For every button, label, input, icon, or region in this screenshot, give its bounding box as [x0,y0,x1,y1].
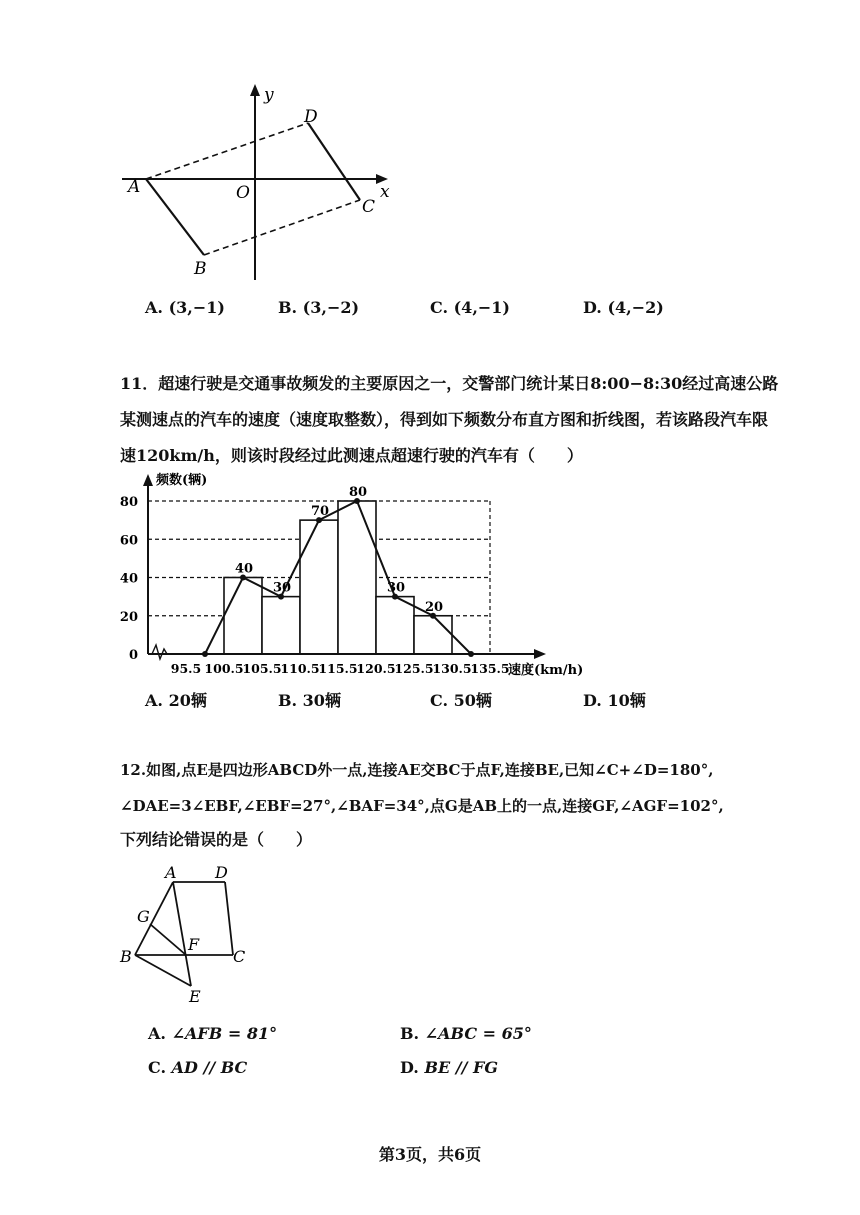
segment-ae [173,882,191,986]
option-letter: A. [148,1024,166,1043]
option-letter: B. [278,691,298,710]
segment-dc [308,123,360,200]
option-letter: B. [278,298,298,317]
label-a: A [128,177,141,197]
option-letter: D. [583,691,602,710]
y-axis-arrow [250,84,260,96]
q10-option-b[interactable] [278,298,359,317]
option-text: BE // FG [424,1058,499,1077]
q12-question-line-1: 12.如图,点E是四边形ABCD外一点,连接AE交BC于点F,连接BE,已知∠C+∠D=180°, [120,761,714,779]
q10-option-c[interactable] [430,298,510,317]
segment-ab [146,179,204,255]
label-x: x [380,182,390,202]
option-letter: C. [430,298,449,317]
q11-option-a[interactable] [145,688,207,711]
y-tick-label: 20 [119,609,138,625]
q12-question-line-3: 下列结论错误的是（ ） [120,830,313,849]
label-d: D [215,863,228,882]
q12-option-c[interactable] [148,1058,247,1077]
label-a: A [165,863,177,882]
data-label: 30 [273,580,292,596]
q12-option-d[interactable] [400,1058,498,1077]
label-b: B [194,259,207,279]
segment-ad [146,123,308,179]
data-label: 30 [387,580,406,596]
option-text: (3,−2) [302,298,360,317]
option-letter: D. [583,298,602,317]
option-letter: D. [400,1058,419,1077]
y-tick-label: 60 [119,533,138,549]
q10-option-d[interactable] [583,298,664,317]
x-tick-label: 120.5 [356,661,396,676]
segment-be [135,955,191,986]
x-tick-label: 95.5 [170,661,202,676]
data-label: 20 [425,599,444,615]
option-letter: A. [145,691,163,710]
polygon-point [202,651,208,657]
label-f: F [188,935,200,954]
x-tick-label: 105.5 [242,661,282,676]
x-tick-label: 125.5 [394,661,434,676]
x-axis-label: 速度(km/h) [508,663,584,678]
x-axis-arrow [534,649,546,659]
histogram-bar [300,520,338,654]
polygon-point [468,651,474,657]
q11-option-d[interactable] [583,688,646,711]
label-c: C [233,947,246,966]
q12-option-b[interactable] [400,1024,532,1043]
option-text: ∠AFB = 81° [171,1024,278,1043]
x-tick-label: 135.5 [470,661,510,676]
option-text: ∠ABC = 65° [424,1024,532,1043]
q12-option-a[interactable] [148,1024,277,1043]
label-c: C [362,197,376,217]
histogram-bar [338,501,376,654]
segment-bc [204,200,360,255]
label-y: y [264,85,274,105]
y-axis-label: 频数(辆) [156,473,208,488]
label-g: G [137,907,150,926]
option-letter: C. [148,1058,167,1077]
x-tick-label: 110.5 [280,661,320,676]
option-letter: C. [430,691,449,710]
q12-quadrilateral-figure [115,860,265,1010]
axis-break [152,645,167,659]
q11-histogram-chart [110,468,610,688]
label-o: O [236,183,250,203]
data-label: 80 [349,485,368,500]
label-d: D [304,107,318,127]
q11-option-b[interactable] [278,688,341,711]
histogram-bar [262,597,300,654]
y-tick-label: 80 [119,495,138,510]
x-tick-label: 130.5 [432,661,472,676]
x-tick-label: 100.5 [204,661,244,676]
histogram-bar [414,616,452,654]
option-text: 50辆 [453,691,492,710]
label-b: B [120,947,132,966]
y-tick-label: 0 [128,648,138,663]
page-footer: 第3页，共6页 [378,1145,482,1164]
option-text: 10辆 [607,691,646,710]
option-text: 20辆 [168,691,207,710]
y-tick-label: 40 [119,571,138,587]
x-tick-label: 115.5 [318,661,358,676]
option-text: (4,−2) [607,298,664,317]
y-axis-arrow [143,474,153,486]
histogram-bar [224,578,262,655]
histogram-bar [376,597,414,654]
q11-option-c[interactable] [430,688,492,711]
data-label: 40 [235,561,254,577]
option-text: AD // BC [171,1058,248,1077]
label-e: E [189,987,201,1006]
segment-dc [225,882,233,955]
option-text: (4,−1) [453,298,510,317]
q12-question-line-2: ∠DAE=3∠EBF,∠EBF=27°,∠BAF=34°,点G是AB上的一点,连接GF,∠AGF=102°, [120,797,724,815]
option-text: (3,−1) [168,298,225,317]
option-text: 30辆 [302,691,341,710]
q11-question-text: 11．超速行驶是交通事故频发的主要原因之一，交警部门统计某日8:00−8:30经过高速公路某测速点的汽车的速度（速度取整数），得到如下频数分布直方图和折线图，若该路段汽车限速120km/h，则该时段经过此测速点超速行驶的汽车有（ ） [120,374,779,465]
option-letter: A. [145,298,163,317]
option-letter: B. [400,1024,420,1043]
data-label: 70 [311,504,330,520]
q10-coordinate-figure [110,80,410,290]
q10-option-a[interactable] [145,298,225,317]
